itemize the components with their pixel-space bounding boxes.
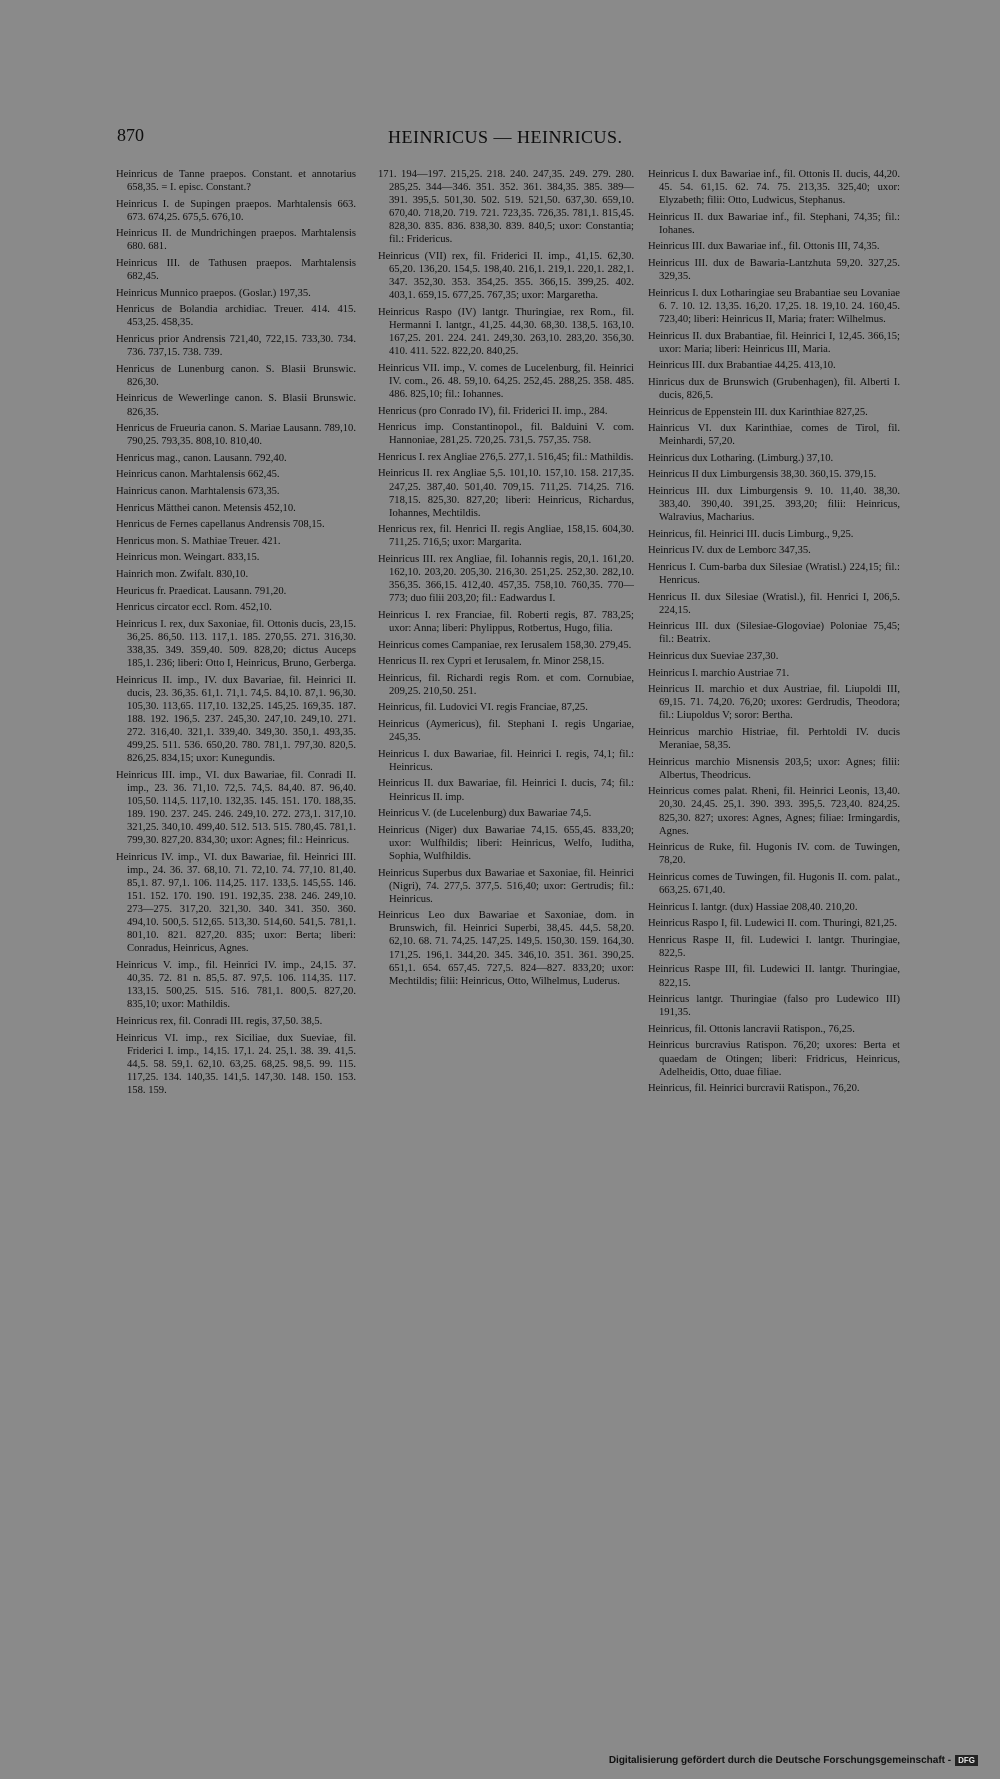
index-entry: Heinricus dux Sueviae 237,30. <box>648 651 779 662</box>
index-entry: Heinricus I. rex, dux Saxoniae, fil. Ottonis ducis, 23,15. 36,25. 86,50. 113. 117,1. 185. 270,55. 271. 316,30. 338,35. 349. 359,40. 509. 828,20; dictus Auceps 185,1. 236; liberi: Otto I, Heinricus, Bruno, Gerberga. <box>116 618 356 669</box>
index-entry: Heinricus mon. Weingart. 833,15. <box>116 552 260 564</box>
index-entry: Heinricus I. marchio Austriae 71. <box>648 667 790 679</box>
index-entry: 171. 194—197. 215,25. 218. 240. 247,35. 249. 279. 280. 285,25. 344—346. 351. 352. 361. 384,35. 385. 389—391. 395,5. 501,30. 502. 519. 521,50. 637,30. 659,10. 670,40. 718,20. 719. 721. 723,35. 726,35. 781,1. 815,45. 828,30. 835. 836. 838,30. 839. 840,5; uxor: Constantia; fil.: Fridericus. <box>378 169 634 246</box>
index-entry: Heinricus de Eppenstein III. dux Karinthiae 827,25. <box>648 406 868 418</box>
digitization-credit <box>609 1755 978 1766</box>
index-entry: Heinricus II dux Limburgensis 38,30. 360,15. 379,15. <box>648 469 877 481</box>
index-entry: Heuricus fr. Praedicat. Lausann. 791,20. <box>116 585 287 597</box>
index-entry: Hainrich mon. Zwifalt. 830,10. <box>116 568 249 580</box>
column-1 <box>116 168 356 1101</box>
index-entry: Heinricus comes Campaniae, rex Ierusalem 158,30. 279,45. <box>378 639 632 651</box>
index-entry: Henricus prior Andrensis 721,40, 722,15. 733,30. 734. 736. 737,15. 738. 739. <box>116 334 356 359</box>
index-entry: Heinricus marchio Histriae, fil. Perhtoldi IV. ducis Meraniae, 58,35. <box>648 726 900 752</box>
index-entry: Henricus de Lunenburg canon. S. Blasii Brunswic. 826,30. <box>116 363 356 388</box>
index-entry: Henricus de Frueuria canon. S. Mariae Lausann. 789,10. 790,25. 793,35. 808,10. 810,40. <box>116 423 356 448</box>
index-entry: Heinricus II. marchio et dux Austriae, fil. Liupoldi III, 69,15. 71. 74,20. 76,20; uxores: Gerdrudis, Theodora; fil.: Liupoldus V; soror: Bertha. <box>648 684 900 722</box>
index-entry: Heinricus III. de Tathusen praepos. Marhtalensis 682,45. <box>116 258 356 283</box>
column-2 <box>378 168 634 991</box>
index-entry: Heinricus (VII) rex, fil. Friderici II. imp., 41,15. 62,30. 65,20. 136,20. 154,5. 198,40. 216,1. 219,1. 220,1. 282,1. 347. 352,30. 353. 354,25. 355. 366,15. 399,25. 402. 403,1. 659,15. 677,25. 767,35; uxor: Margaretha. <box>378 251 634 302</box>
index-entry: Heinricus, fil. Richardi regis Rom. et com. Cornubiae, 209,25. 210,50. 251. <box>378 672 634 697</box>
page-number: 870 <box>117 125 144 145</box>
index-entry: Heinricus dux Lotharing. (Limburg.) 37,10. <box>648 452 834 464</box>
index-entry: Henricus (pro Conrado IV), fil. Friderici II. imp., 284. <box>378 405 608 417</box>
index-entry: Heinricus II. imp., IV. dux Bavariae, fil. Heinrici II. ducis, 23. 36,35. 61,1. 71,1. 74,5. 84,10. 87,1. 96,30. 105,30. 113,65. 117,10. 132,25. 145,25. 169,35. 187. 188. 192. 196,5. 237. 245,30. 247,10. 249,10. 271. 272. 316,40. 321,1. 339,40. 349,30. 350,1. 493,35. 499,25. 511. 536. 650,20. 780. 781,1. 797,30. 820,5. 826,25. 834,15; uxor: Kunegundis. <box>116 674 356 765</box>
index-entry: Heinricus IV. imp., VI. dux Bawariae, fil. Heinrici III. imp., 24. 36. 37. 68,10. 71. 72,10. 74. 77,10. 81,40. 85,1. 87. 97,1. 106. 114,25. 117. 133,5. 145,55. 146. 151. 152. 170. 190. 191. 192,35. 238. 246. 249,10. 273—275. 317,20. 321,30. 340. 341. 350. 360. 494,10. 500,5. 512,65. 513,30. 514,60. 541,5. 781,1. 801,10. 821. 827,20. 835; uxor: Berta; liberi: Conradus, Heinricus, Agnes. <box>116 851 356 955</box>
index-entry: Heinricus V. imp., fil. Heinrici IV. imp., 24,15. 37. 40,35. 72. 81 n. 85,5. 87. 97,5. 106. 114,35. 117. 133,15. 500,25. 515. 516. 781,1. 800,5. 827,20. 835,10; uxor: Mathildis. <box>116 960 356 1011</box>
index-entry: Heinricus comes de Tuwingen, fil. Hugonis II. com. palat., 663,25. 671,40. <box>648 871 900 896</box>
index-entry: Heinricus VII. imp., V. comes de Lucelenburg, fil. Heinrici IV. com., 26. 48. 59,10. 64,25. 252,45. 288,25. 358. 485. 486. 825,10; fil.: Iohannes. <box>378 362 634 400</box>
index-entry: Heinricus I. de Supingen praepos. Marhtalensis 663. 673. 674,25. 675,5. 676,10. <box>116 198 356 223</box>
index-entry: Henricus Raspe II, fil. Ludewici I. lantgr. Thuringiae, 822,5. <box>648 934 900 959</box>
index-entry: Heinricus II. dux Bawariae, fil. Heinrici I. ducis, 74; fil.: Heinricus II. imp. <box>378 778 634 803</box>
index-entry: Heinricus II. dux Bawariae inf., fil. Stephani, 74,35; fil.: Iohanes. <box>648 211 900 236</box>
index-entry: Heinricus, fil. Heinrici burcravii Ratispon., 76,20. <box>648 1083 860 1095</box>
index-entry: Heinricus VI. imp., rex Siciliae, dux Sueviae, fil. Friderici I. imp., 14,15. 17,1. 24. 25,1. 38. 39. 41,5. 44,5. 58. 59,1. 62,10. 63,25. 68,25. 98,5. 99. 115. 117,25. 134. 140,35. 141,5. 147,30. 148. 150. 153. 158. 159. <box>116 1032 356 1096</box>
index-entry: Heinricus rex, fil. Conradi III. regis, 37,50. 38,5. <box>116 1015 323 1027</box>
index-entry: Henricus mag., canon. Lausann. 792,40. <box>116 452 287 464</box>
index-entry: Heinricus I. dux Bawariae, fil. Heinrici I. regis, 74,1; fil.: Heinricus. <box>378 748 634 773</box>
index-entry: Henricus imp. Constantinopol., fil. Balduini V. com. Hannoniae, 281,25. 720,25. 731,5. 757,35. 758. <box>378 422 634 447</box>
index-entry: Heinricus, fil. Heinrici III. ducis Limburg., 9,25. <box>648 528 854 540</box>
index-entry: Heinricus I. lantgr. (dux) Hassiae 208,40. 210,20. <box>648 901 858 913</box>
index-entry: Heinricus marchio Misnensis 203,5; uxor: Agnes; filii: Albertus, Theodricus. <box>648 756 900 781</box>
index-entry: Heinricus Raspo I, fil. Ludewici II. com. Thuringi, 821,25. <box>648 918 898 930</box>
index-entry: Heinricus II. de Mundrichingen praepos. Marhtalensis 680. 681. <box>116 228 356 253</box>
index-entry: Heinricus burcravius Ratispon. 76,20; uxores: Berta et quaedam de Otingen; liberi: Fridricus, Heinricus, Adelheidis, Otto, duae filiae. <box>648 1040 900 1078</box>
dfg-logo: DFG <box>955 1755 978 1766</box>
index-entry: Heinricus Superbus dux Bawariae et Saxoniae, fil. Heinrici (Nigri), 74. 277,5. 377,5. 516,40; uxor: Gertrudis; fil.: Heinricus. <box>378 867 634 905</box>
index-entry: Heinricus IV. dux de Lemborc 347,35. <box>648 545 811 557</box>
index-entry: Heinricus Leo dux Bawariae et Saxoniae, dom. in Brunswich, fil. Heinrici Superbi, 38,45. 44,5. 58,20. 62,10. 68. 71. 74,25. 147,25. 149,5. 150,30. 159. 164,30. 171,25. 196,1. 344,20. 345. 346,10. 351. 361. 390,25. 651,1. 654. 657,45. 727,5. 824—827. 833,20; uxor: Mechtildis; filii: Heinricus, Otto, Wilhelmus, Luderus. <box>378 910 634 987</box>
index-entry: Heinricus, fil. Ludovici VI. regis Franciae, 87,25. <box>378 702 588 714</box>
index-entry: Heinricus, fil. Ottonis lancravii Ratispon., 76,25. <box>648 1023 855 1035</box>
index-entry: Heinricus Raspe III, fil. Ludewici II. lantgr. Thuringiae, 822,15. <box>648 964 900 989</box>
index-entry: Heinricus Munnico praepos. (Goslar.) 197,35. <box>116 287 311 299</box>
index-entry: Heinricus de Wewerlinge canon. S. Blasii Brunswic. 826,35. <box>116 393 356 418</box>
index-entry: Heinricus de Tanne praepos. Constant. et annotarius 658,35. = I. episc. Constant.? <box>116 169 356 194</box>
index-entry: Heinricus I. dux Lotharingiae seu Brabantiae seu Lovaniae 6. 7. 10. 12. 13,35. 16,20. 17,25. 18. 19,10. 24. 160,45. 723,40; liberi: Heinricus II, Maria; frater: Wilhelmus. <box>648 287 900 325</box>
index-entry: Henricus mon. S. Mathiae Treuer. 421. <box>116 535 281 547</box>
index-entry: Heinricus II. rex Angliae 5,5. 101,10. 157,10. 158. 217,35. 247,25. 387,40. 501,40. 709,15. 711,25. 714,25. 716. 718,15. 825,30. 827,20; liberi: Heinricus, Richardus, Iohannes, Mechtildis. <box>378 468 634 519</box>
index-entry: Heinricus comes palat. Rheni, fil. Heinrici Leonis, 13,40. 20,30. 24,45. 25,1. 390. 393. 395,5. 723,40. 824,25. 825,30. 827; uxores: Agnes, Agnes; filiae: Irmingardis, Agnes. <box>648 786 900 837</box>
index-entry: Heinricus III. dux de Bawaria-Lantzhuta 59,20. 327,25. 329,35. <box>648 258 900 283</box>
index-entry: Hainricus canon. Marhtalensis 673,35. <box>116 485 280 497</box>
credit-text: Digitalisierung gefördert durch die Deutsche Forschungsgemeinschaft - <box>608 1755 952 1766</box>
index-entry: Heinricus V. (de Lucelenburg) dux Bawariae 74,5. <box>378 808 592 820</box>
index-entry: Henricus I. rex Angliae 276,5. 277,1. 516,45; fil.: Mathildis. <box>378 451 634 463</box>
index-entry: Hinricus dux de Brunswich (Grubenhagen), fil. Alberti I. ducis, 826,5. <box>648 376 900 401</box>
index-entry: Heinricus III. dux (Silesiae-Glogoviae) Poloniae 75,45; fil.: Beatrix. <box>648 621 900 646</box>
index-entry: Heinricus (Niger) dux Bawariae 74,15. 655,45. 833,20; uxor: Wulfhildis; liberi: Heinricus, Welfo, Iuditha, Sophia, Wulfhildis. <box>378 824 634 862</box>
index-entry: Henricus de Bolandia archidiac. Treuer. 414. 415. 453,25. 458,35. <box>116 304 356 329</box>
index-entry: Henricus I. Cum-barba dux Silesiae (Wratisl.) 224,15; fil.: Henricus. <box>648 561 900 587</box>
index-entry: Heinricus Raspo (IV) lantgr. Thuringiae, rex Rom., fil. Hermanni I. lantgr., 41,25. 44,30. 68,30. 138,5. 163,10. 167,25. 201. 224. 241. 249,30. 263,10. 283,20. 356,30. 410. 411. 522. 822,20. 840,25. <box>378 306 634 358</box>
index-entry: Henricus Mätthei canon. Metensis 452,10. <box>116 502 296 514</box>
index-entry: Heinricus de Ruke, fil. Hugonis IV. com. de Tuwingen, 78,20. <box>648 842 900 867</box>
index-entry: Henricus II. rex Cypri et Ierusalem, fr. Minor 258,15. <box>378 656 605 668</box>
index-entry: Heinricus III. rex Angliae, fil. Iohannis regis, 20,1. 161,20. 162,10. 203,20. 205,30. 216,30. 251,25. 252,30. 282,10. 356,35. 366,15. 412,40. 457,35. 758,10. 760,35. 770—773; duo filii 203,20; fil.: Eadwardus I. <box>378 554 634 605</box>
index-entry: Heinricus I. rex Franciae, fil. Roberti regis, 87. 783,25; uxor: Anna; liberi: Phylippus, Rotbertus, Hugo, filia. <box>378 609 634 634</box>
index-entry: Henricus II. dux Silesiae (Wratisl.), fil. Henrici I, 206,5. 224,15. <box>648 591 900 616</box>
index-entry: Heinricus II. dux Brabantiae, fil. Heinrici I, 12,45. 366,15; uxor: Maria; liberi: Heinricus III, Maria. <box>648 330 900 355</box>
index-entry: Heinricus canon. Marhtalensis 662,45. <box>116 469 280 481</box>
index-entry: Heinricus III. dux Bawariae inf., fil. Ottonis III, 74,35. <box>648 241 880 253</box>
index-entry: Heinricus lantgr. Thuringiae (falso pro Ludewico III) 191,35. <box>648 994 900 1019</box>
running-head: HEINRICUS — HEINRICUS. <box>388 127 623 147</box>
index-entry: Henricus de Fernes capellanus Andrensis 708,15. <box>116 519 325 531</box>
index-entry: Henricus circator eccl. Rom. 452,10. <box>116 602 272 614</box>
column-3 <box>648 168 900 1099</box>
index-entry: Heinricus III. imp., VI. dux Bawariae, fil. Conradi II. imp., 23. 36. 71,10. 72,5. 74,5. 84,40. 87. 96,40. 105,50. 114,5. 117,10. 132,35. 145. 151. 170. 188,35. 189. 190. 237. 245. 246. 249,10. 272. 273,1. 317,10. 321,25. 340,10. 499,40. 512. 513. 515. 780,45. 781,1. 799,30. 827,20. 834,30; uxor: Agnes; fil.: Heinricus. <box>116 769 356 847</box>
index-entry: Heinricus I. dux Bawariae inf., fil. Ottonis II. ducis, 44,20. 45. 54. 61,15. 62. 74. 75. 213,35. 325,40; uxor: Elyzabeth; filii: Otto, Ludwicus, Stephanus. <box>648 169 900 207</box>
index-entry: Heinricus III. dux Brabantiae 44,25. 413,10. <box>648 360 836 372</box>
index-entry: Henricus rex, fil. Henrici II. regis Angliae, 158,15. 604,30. 711,25. 716,5; uxor: Margarita. <box>378 524 634 549</box>
index-entry: Heinricus (Aymericus), fil. Stephani I. regis Ungariae, 245,35. <box>378 719 634 744</box>
index-entry: Heinricus III. dux Limburgensis 9. 10. 11,40. 38,30. 383,40. 390,40. 391,25. 393,20; filii: Heinricus, Walravius, Macharius. <box>648 485 900 524</box>
index-entry: Hainricus VI. dux Karinthiae, comes de Tirol, fil. Meinhardi, 57,20. <box>648 423 900 448</box>
